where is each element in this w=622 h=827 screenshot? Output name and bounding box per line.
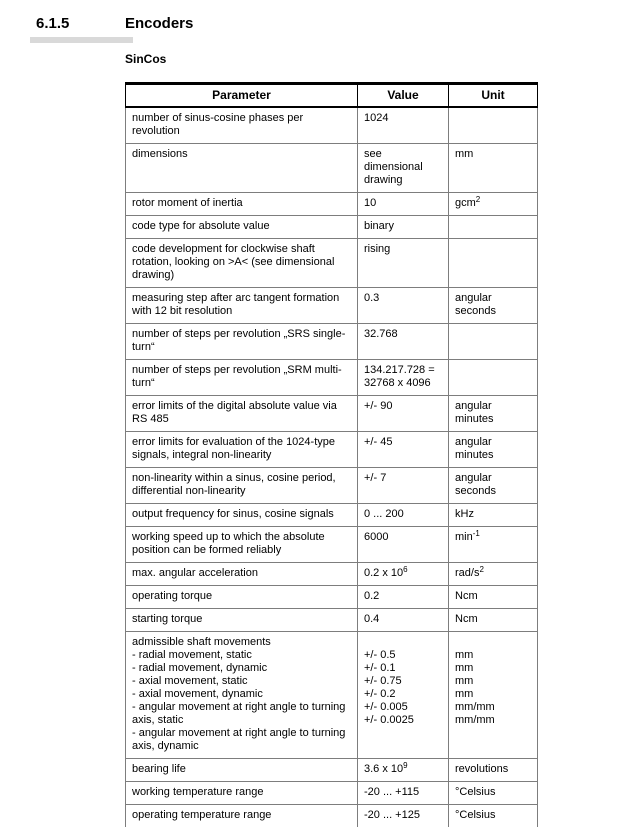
parameter-cell: non-linearity within a sinus, cosine period, differential non-linearity <box>126 468 358 504</box>
parameter-cell: working speed up to which the absolute position can be formed reliably <box>126 527 358 563</box>
parameter-cell: working temperature range <box>126 782 358 805</box>
unit-cell: angular seconds <box>449 468 538 504</box>
parameter-cell: number of sinus-cosine phases per revolution <box>126 107 358 144</box>
table-row <box>126 144 538 193</box>
value-cell: 32.768 <box>358 324 449 360</box>
table-row <box>126 107 538 144</box>
section-number: 6.1.5 <box>36 15 70 32</box>
value-cell: 6000 <box>358 527 449 563</box>
parameter-cell: error limits of the digital absolute value via RS 485 <box>126 396 358 432</box>
parameter-cell: code type for absolute value <box>126 216 358 239</box>
table-body <box>126 107 538 827</box>
sincos-spec-table <box>125 82 538 827</box>
unit-cell: rad/$s^2$ <box>449 563 538 586</box>
unit-cell: angular minutes <box>449 432 538 468</box>
value-cell: -20 ... +115 <box>358 782 449 805</box>
value-cell: +/- 7 <box>358 468 449 504</box>
unit-cell <box>449 216 538 239</box>
unit-cell <box>449 360 538 396</box>
table-header-row <box>126 84 538 108</box>
table-row <box>126 396 538 432</box>
parameter-cell: max. angular acceleration <box>126 563 358 586</box>
table-subtitle: SinCos <box>125 52 167 66</box>
value-cell: 1024 <box>358 107 449 144</box>
value-cell: rising <box>358 239 449 288</box>
section-title: Encoders <box>125 15 194 32</box>
value-cell: 0 ... 200 <box>358 504 449 527</box>
value-cell: +/- 90 <box>358 396 449 432</box>
table-row <box>126 805 538 827</box>
parameter-cell: error limits for evaluation of the 1024-type signals, integral non-linearity <box>126 432 358 468</box>
parameter-cell: measuring step after arc tangent formation with 12 bit resolution <box>126 288 358 324</box>
unit-cell <box>449 239 538 288</box>
value-cell: 0.2 x $10^6$ <box>358 563 449 586</box>
unit-cell: angular seconds <box>449 288 538 324</box>
table-row <box>126 432 538 468</box>
parameter-cell: code development for clockwise shaft rotation, looking on >A< (see dimensional drawing) <box>126 239 358 288</box>
parameter-cell: number of steps per revolution „SRS single-turn“ <box>126 324 358 360</box>
unit-cell <box>449 324 538 360</box>
table-row <box>126 759 538 782</box>
value-cell: -20 ... +125 <box>358 805 449 827</box>
table-row <box>126 360 538 396</box>
value-cell: 0.4 <box>358 609 449 632</box>
column-header-value: Value <box>358 84 449 108</box>
column-header-parameter: Parameter <box>126 84 358 108</box>
table-row <box>126 563 538 586</box>
table-row <box>126 632 538 759</box>
value-cell: 3.6 x $10^9$ <box>358 759 449 782</box>
value-cell: 134.217.728 = 32768 x 4096 <box>358 360 449 396</box>
unit-cell <box>449 107 538 144</box>
parameter-cell: dimensions <box>126 144 358 193</box>
table-row <box>126 586 538 609</box>
parameter-cell: operating temperature range <box>126 805 358 827</box>
table-row <box>126 239 538 288</box>
unit-cell: gcm$^2$ <box>449 193 538 216</box>
column-header-unit: Unit <box>449 84 538 108</box>
table-row <box>126 609 538 632</box>
table-row <box>126 324 538 360</box>
table-row <box>126 288 538 324</box>
value-cell: 0.3 <box>358 288 449 324</box>
table-row <box>126 527 538 563</box>
parameter-cell: admissible shaft movements - radial movement, static - radial movement, dynamic - axial movement, static - axial movement, dynamic - angular movement at right angle to turning axis, static - angular movement at right angle to turning axis, dynamic <box>126 632 358 759</box>
value-cell: binary <box>358 216 449 239</box>
unit-cell: revolutions <box>449 759 538 782</box>
unit-cell: kHz <box>449 504 538 527</box>
unit-cell: Ncm <box>449 609 538 632</box>
parameter-cell: starting torque <box>126 609 358 632</box>
table-row <box>126 504 538 527</box>
unit-cell: Ncm <box>449 586 538 609</box>
unit-cell: mm mm mm mm mm/mm mm/mm <box>449 632 538 759</box>
value-cell: see dimensional drawing <box>358 144 449 193</box>
value-cell: 10 <box>358 193 449 216</box>
parameter-cell: bearing life <box>126 759 358 782</box>
unit-cell: angular minutes <box>449 396 538 432</box>
parameter-cell: number of steps per revolution „SRM multi-turn“ <box>126 360 358 396</box>
unit-cell: $\min^{-1}$ <box>449 527 538 563</box>
table-row <box>126 216 538 239</box>
value-cell: 0.2 <box>358 586 449 609</box>
heading-underline-bar <box>30 37 133 43</box>
table-row <box>126 193 538 216</box>
value-cell: +/- 45 <box>358 432 449 468</box>
parameter-cell: output frequency for sinus, cosine signals <box>126 504 358 527</box>
table-row <box>126 782 538 805</box>
unit-cell: °Celsius <box>449 782 538 805</box>
table-row <box>126 468 538 504</box>
unit-cell: °Celsius <box>449 805 538 827</box>
parameter-cell: operating torque <box>126 586 358 609</box>
parameter-cell: rotor moment of inertia <box>126 193 358 216</box>
unit-cell: mm <box>449 144 538 193</box>
table-header <box>126 84 538 108</box>
value-cell: +/- 0.5 +/- 0.1 +/- 0.75 +/- 0.2 +/- 0.005 +/- 0.0025 <box>358 632 449 759</box>
